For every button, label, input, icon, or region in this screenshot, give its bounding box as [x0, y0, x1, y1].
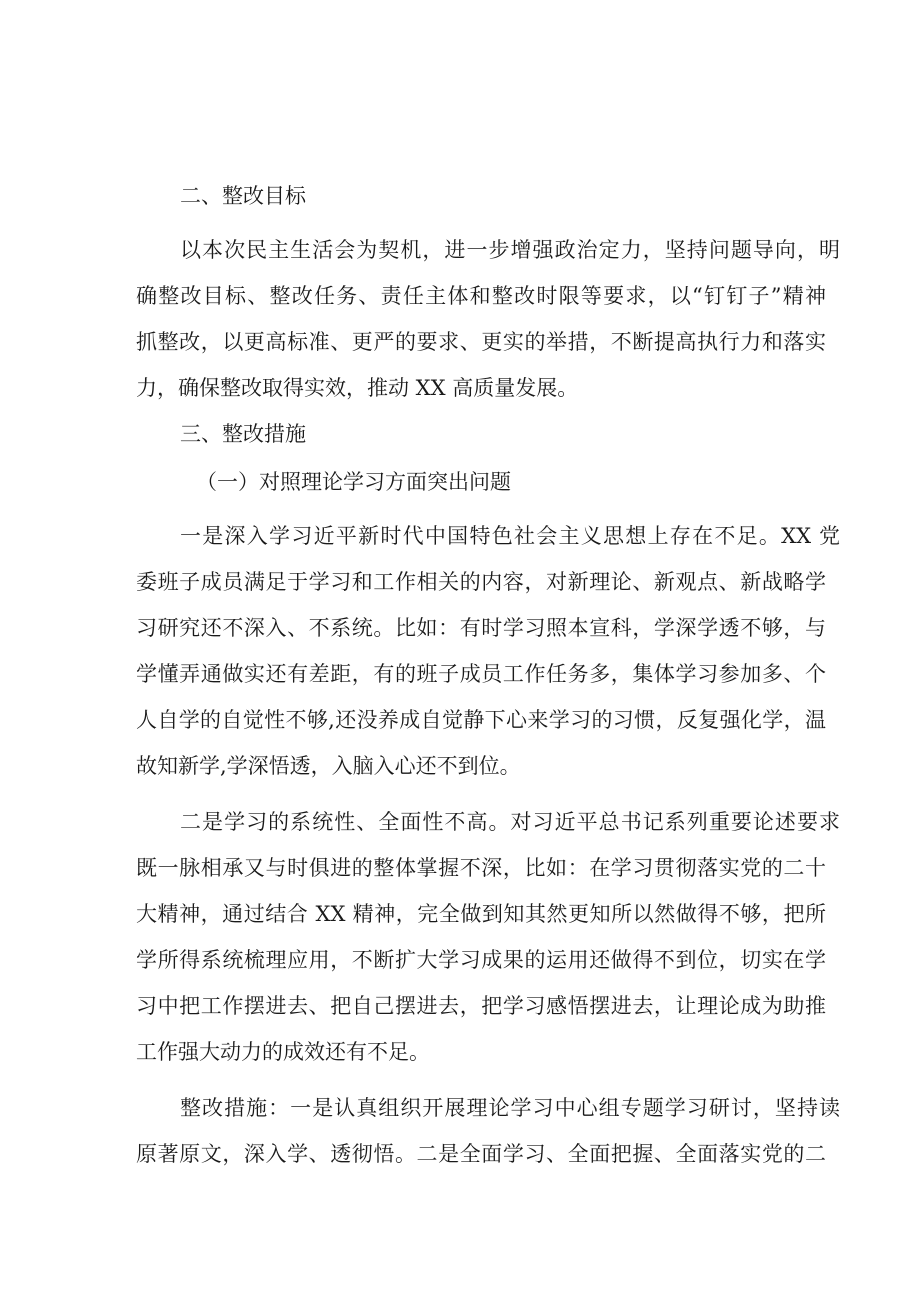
paragraph-line: 习研究还不深入、不系统。比如：有时学习照本宣科，学深学透不够，与	[136, 616, 826, 640]
section-heading-goals: 二、整改目标	[180, 184, 306, 208]
paragraph-line: 既一脉相承又与时俱进的整体掌握不深，比如：在学习贯彻落实党的二十	[136, 856, 826, 880]
section-heading-measures: 三、整改措施	[180, 422, 306, 446]
paragraph-line: 委班子成员满足于学习和工作相关的内容，对新理论、新观点、新战略学	[136, 570, 826, 594]
paragraph-line: 整改措施：一是认真组织开展理论学习中心组专题学习研讨，坚持读	[180, 1096, 840, 1120]
paragraph-line: 原著原文，深入学、透彻悟。二是全面学习、全面把握、全面落实党的二	[136, 1142, 826, 1166]
paragraph-line: 习中把工作摆进去、把自己摆进去，把学习感悟摆进去，让理论成为助推	[136, 994, 826, 1018]
paragraph-line: 工作强大动力的成效还有不足。	[136, 1040, 430, 1064]
paragraph-line: 二是学习的系统性、全面性不高。对习近平总书记系列重要论述要求	[180, 810, 840, 834]
subsection-heading: （一）对照理论学习方面突出问题	[196, 470, 511, 494]
paragraph-line: 人自学的自觉性不够,还没养成自觉静下心来学习的习惯，反复强化学，温	[136, 708, 826, 732]
paragraph-line: 大精神，通过结合 XX 精神，完全做到知其然更知所以然做得不够，把所	[136, 902, 826, 926]
paragraph-line: 故知新学,学深悟透，入脑入心还不到位。	[136, 754, 521, 778]
paragraph-line: 学所得系统梳理应用，不断扩大学习成果的运用还做得不到位，切实在学	[136, 948, 826, 972]
paragraph-line: 力，确保整改取得实效，推动 XX 高质量发展。	[136, 376, 579, 400]
paragraph-line: 抓整改，以更高标准、更严的要求、更实的举措，不断提高执行力和落实	[136, 330, 826, 354]
paragraph-line: 一是深入学习近平新时代中国特色社会主义思想上存在不足。XX 党	[180, 524, 840, 548]
paragraph-line: 确整改目标、整改任务、责任主体和整改时限等要求，以“钉钉子”精神	[136, 284, 826, 308]
paragraph-line: 学懂弄通做实还有差距，有的班子成员工作任务多，集体学习参加多、个	[136, 662, 826, 686]
paragraph-line: 以本次民主生活会为契机，进一步增强政治定力，坚持问题导向，明	[180, 238, 840, 262]
